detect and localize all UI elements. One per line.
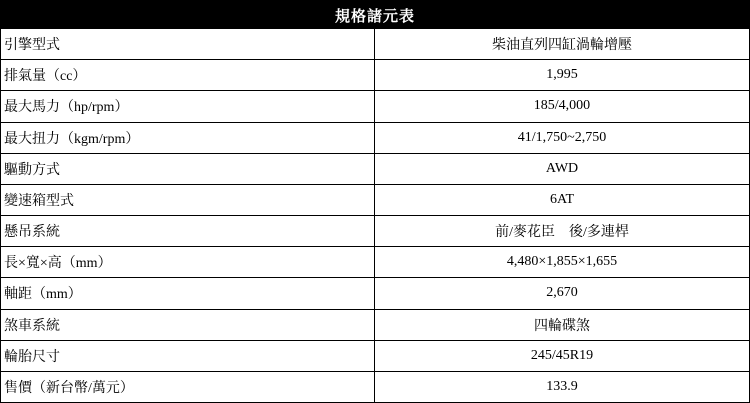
row-label: 排氣量（cc） bbox=[1, 60, 375, 90]
row-value: 4,480×1,855×1,655 bbox=[506, 254, 618, 270]
row-value: 133.9 bbox=[546, 378, 578, 394]
table-row bbox=[1, 309, 749, 340]
table-row bbox=[1, 153, 749, 184]
table-row bbox=[1, 215, 749, 246]
row-value: AWD bbox=[545, 160, 579, 176]
row-value: 245/45R19 bbox=[530, 347, 594, 363]
row-value: 前/麥花臣 後/多連桿 bbox=[495, 225, 629, 241]
row-label: 驅動方式 bbox=[1, 154, 375, 184]
row-value: 1,995 bbox=[546, 67, 578, 83]
row-label: 長×寬×高（mm） bbox=[1, 247, 375, 277]
table-row bbox=[1, 59, 749, 90]
row-value: 柴油直列四缸渦輪增壓 bbox=[492, 38, 632, 54]
row-value: 四輪碟煞 bbox=[534, 318, 590, 334]
row-value: 41/1,750~2,750 bbox=[517, 129, 607, 145]
row-label: 軸距（mm） bbox=[1, 278, 375, 308]
row-label: 變速箱型式 bbox=[1, 185, 375, 215]
row-label: 最大扭力（kgm/rpm） bbox=[1, 123, 375, 153]
row-label: 輪胎尺寸 bbox=[1, 341, 375, 371]
row-label: 最大馬力（hp/rpm） bbox=[1, 91, 375, 121]
table-row bbox=[1, 184, 749, 215]
table-row bbox=[1, 340, 749, 371]
row-label: 售價（新台幣/萬元） bbox=[1, 372, 375, 402]
table-row bbox=[1, 122, 749, 153]
row-value: 6AT bbox=[549, 191, 575, 207]
table-row bbox=[1, 90, 749, 121]
table-row bbox=[1, 246, 749, 277]
row-label: 煞車系統 bbox=[1, 310, 375, 340]
row-value: 2,670 bbox=[546, 285, 578, 301]
table-row bbox=[1, 371, 749, 402]
table-body bbox=[1, 29, 749, 402]
row-label: 懸吊系統 bbox=[1, 216, 375, 246]
table-title: 規格諸元表 bbox=[1, 1, 749, 29]
row-value: 185/4,000 bbox=[533, 98, 591, 114]
row-label: 引擎型式 bbox=[1, 29, 375, 59]
table-row bbox=[1, 277, 749, 308]
table-row bbox=[1, 29, 749, 59]
